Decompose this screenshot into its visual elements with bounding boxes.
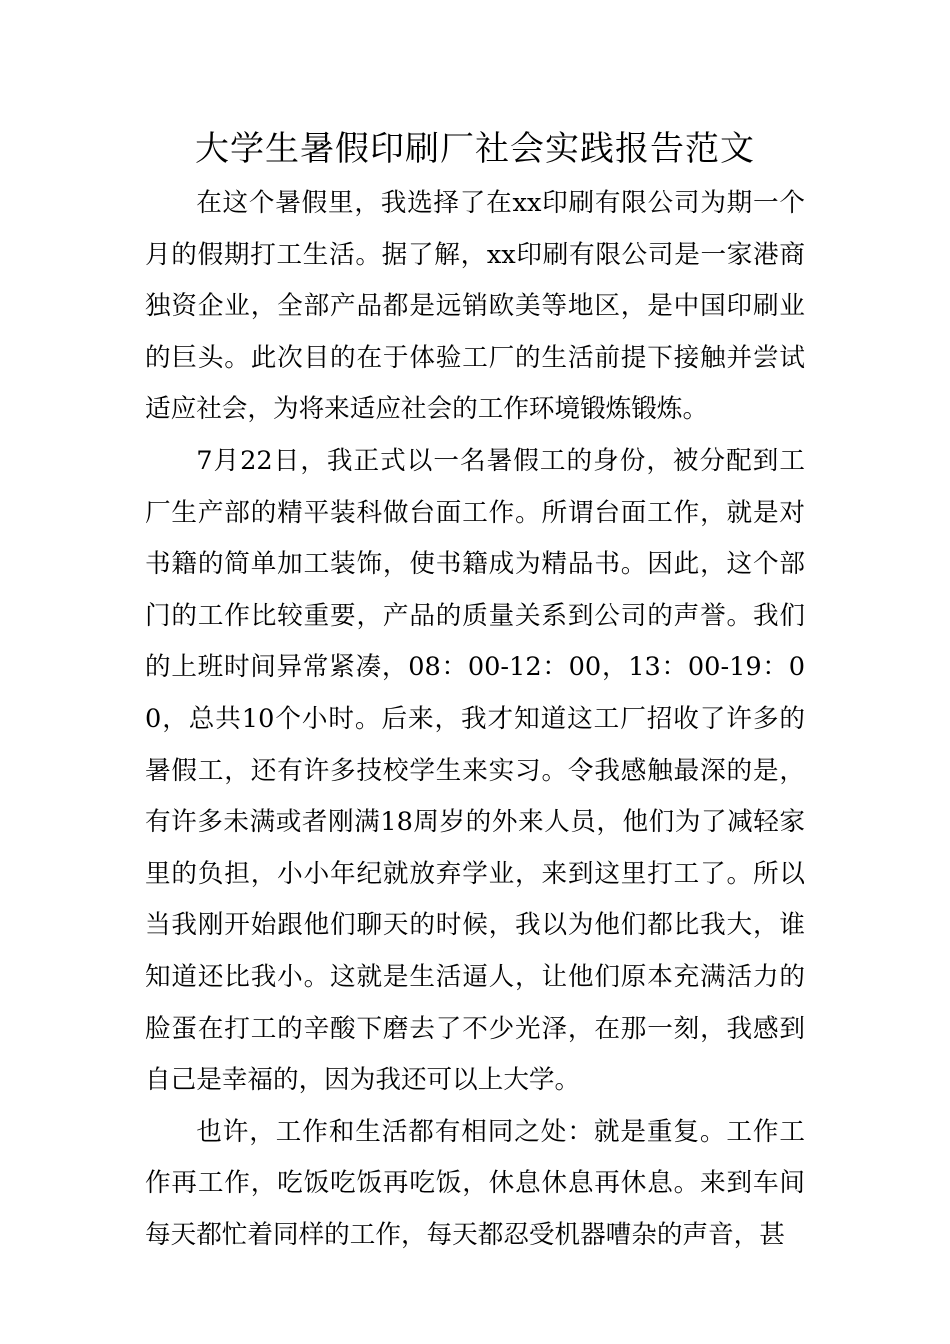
paragraph-2: 7月22日，我正式以一名暑假工的身份，被分配到工厂生产部的精平装科做台面工作。所谓台面工作，就是对书籍的简单加工装饰，使书籍成为精品书。因此，这个部门的工作比较重要，产品的质量关系到公司的声誉。我们的上班时间异常紧凑，08：00-12：00，13：00-19：00，总共10个小时。后来，我才知道这工厂招收了许多的暑假工，还有许多技校学生来实习。令我感触最深的是，有许多未满或者刚满18周岁的外来人员，他们为了减轻家里的负担，小小年纪就放弃学业，来到这里打工了。所以当我刚开始跟他们聊天的时候，我以为他们都比我大，谁知道还比我小。这就是生活逼人，让他们原本充满活力的脸蛋在打工的辛酸下磨去了不少光泽，在那一刻，我感到自己是幸福的，因为我还可以上大学。 (145, 445, 805, 1096)
paragraph-1: 在这个暑假里，我选择了在xx印刷有限公司为期一个月的假期打工生活。据了解，xx印刷有限公司是一家港商独资企业，全部产品都是远销欧美等地区，是中国印刷业的巨头。此次目的在于体验工厂的生活前提下接触并尝试适应社会，为将来适应社会的工作环境锻炼锻炼。 (145, 188, 805, 425)
document-title: 大学生暑假印刷厂社会实践报告范文 (195, 129, 755, 169)
document-body (145, 178, 805, 1261)
paragraph-3: 也许，工作和生活都有相同之处：就是重复。工作工作再工作，吃饭吃饭再吃饭，休息休息再休息。来到车间每天都忙着同样的工作，每天都忍受机器嘈杂的声音，甚 (145, 1116, 805, 1250)
